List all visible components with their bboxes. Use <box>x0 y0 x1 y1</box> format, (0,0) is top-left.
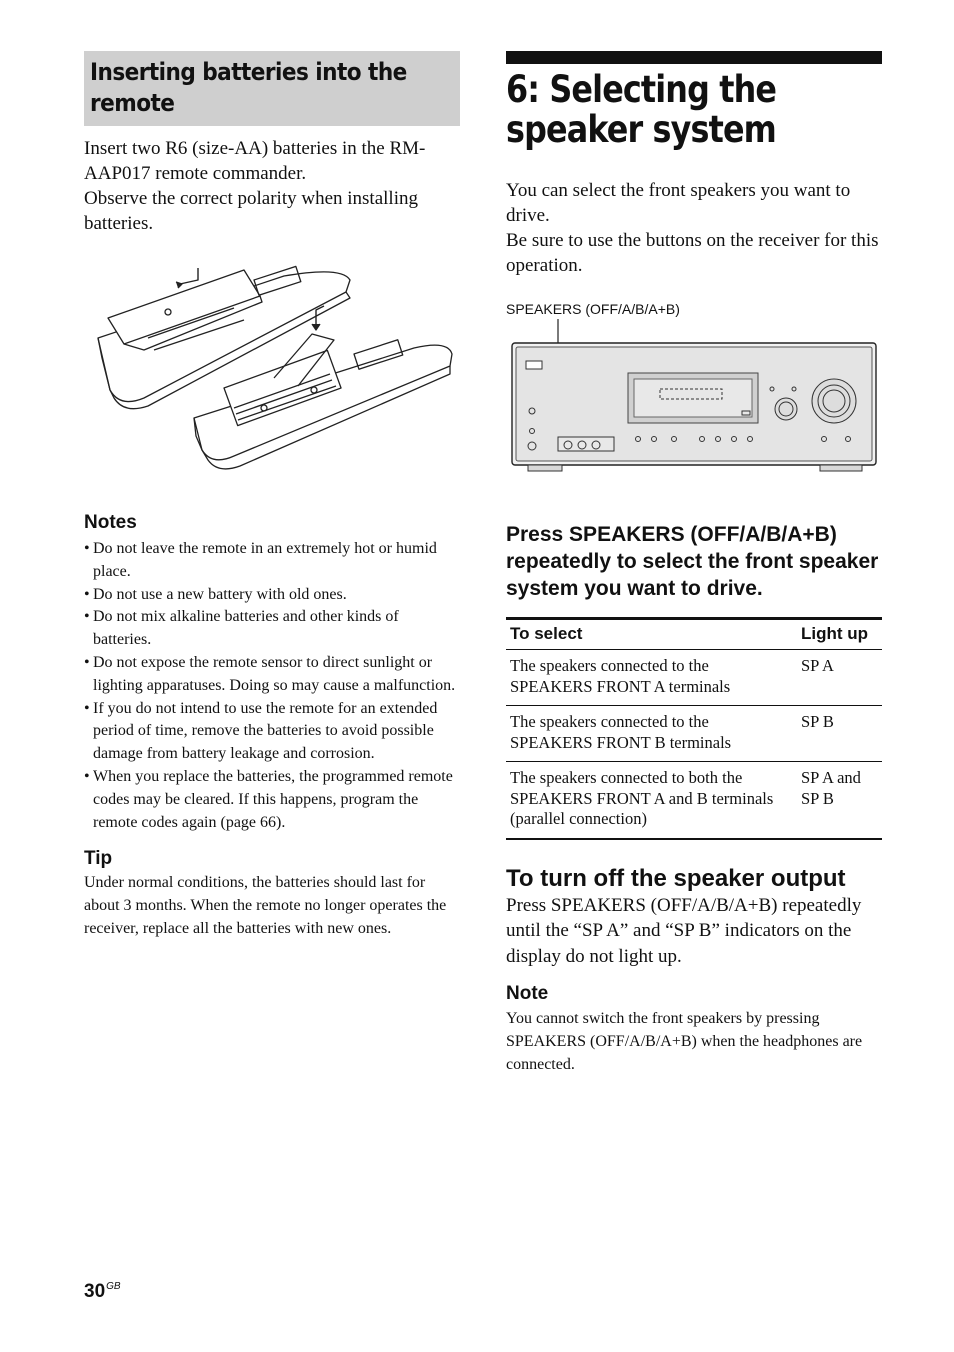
note-text: You cannot switch the front speakers by pressing SPEAKERS (OFF/A/B/A+B) when the headphones are connected. <box>506 1010 863 1073</box>
note-item: • Do not mix alkaline batteries and other kinds of batteries. <box>84 606 460 652</box>
intro-paragraph: Observe the correct polarity when installing batteries. <box>84 188 418 234</box>
tip-text: Under normal conditions, the batteries should last for about 3 months. When the remote no longer operates the receiver, replace all the batteries with new ones. <box>84 874 447 937</box>
table-cell: SP A <box>797 650 882 706</box>
note-item: • When you replace the batteries, the programmed remote codes may be cleared. If this happens, program the remote codes again (page 66). <box>84 766 460 834</box>
table-cell: SP A and SP B <box>801 768 861 808</box>
table-row <box>506 762 882 839</box>
note-item: • If you do not intend to use the remote for an extended period of time, remove the batteries to avoid possible damage from battery leakage and corrosion. <box>84 698 460 766</box>
page-title: 6: Selecting the speaker system <box>506 68 777 151</box>
subheading-text: Press SPEAKERS (OFF/A/B/A+B) repeatedly until the “SP A” and “SP B” indicators on the display do not light up. <box>506 894 862 967</box>
step-instruction: Press SPEAKERS (OFF/A/B/A+B) repeatedly to select the front speaker system you want to drive. <box>506 523 879 600</box>
column-header: Light up <box>797 619 882 650</box>
page-region-suffix: GB <box>106 1281 121 1292</box>
remote-battery-illustration <box>84 258 460 478</box>
title-bar <box>506 51 882 64</box>
column-header: To select <box>506 619 797 650</box>
right-column <box>506 51 882 1076</box>
intro-paragraph: Insert two R6 (size-AA) batteries in the RM-AAP017 remote commander. <box>84 138 426 184</box>
intro-paragraph: Be sure to use the buttons on the receiver for this operation. <box>506 230 879 276</box>
notes-heading: Notes <box>84 512 137 533</box>
tip-heading: Tip <box>84 848 113 870</box>
table-cell: SP B <box>797 706 882 762</box>
left-column <box>84 51 460 940</box>
note-heading: Note <box>506 983 549 1004</box>
page-number-value: 30 <box>84 1281 106 1302</box>
speakers-callout-label: SPEAKERS (OFF/A/B/A+B) <box>506 301 680 317</box>
section-heading: Inserting batteries into the remote <box>90 58 407 117</box>
receiver-front-panel-illustration <box>506 319 882 479</box>
table-row <box>506 650 882 706</box>
battery-intro <box>84 136 460 236</box>
table-header-row <box>506 619 882 650</box>
table-cell: The speakers connected to the SPEAKERS FRONT B terminals <box>506 706 797 762</box>
table-cell: The speakers connected to both the SPEAKERS FRONT A and B terminals (parallel connection) <box>510 768 774 828</box>
note-item: • Do not expose the remote sensor to direct sunlight or lighting apparatuses. Doing so may cause a malfunction. <box>84 652 460 698</box>
notes-list <box>84 538 460 834</box>
note-item: • Do not leave the remote in an extremely hot or humid place. <box>84 538 460 584</box>
section-heading-box <box>84 51 460 126</box>
speaker-intro <box>506 178 882 278</box>
page-number <box>84 1281 121 1303</box>
intro-paragraph: You can select the front speakers you want to drive. <box>506 180 851 226</box>
subheading: To turn off the speaker output <box>506 864 846 892</box>
note-item: • Do not use a new battery with old ones. <box>84 584 460 607</box>
table-row <box>506 706 882 762</box>
table-cell: The speakers connected to the SPEAKERS FRONT A terminals <box>506 650 797 706</box>
speaker-selection-table <box>506 617 882 840</box>
